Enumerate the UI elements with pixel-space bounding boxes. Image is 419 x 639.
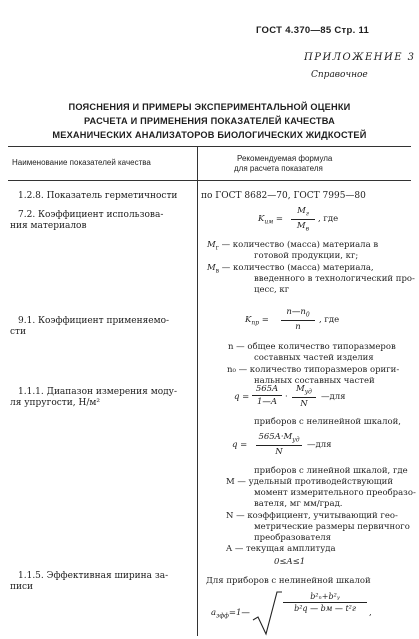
row4-definition-3: A — текущая амплитуда bbox=[226, 544, 336, 554]
row4-definition-1-cont: момент измерительного преобразо- bbox=[254, 488, 416, 498]
row4-note-nonlinear: приборов с нелинейной шкалой, bbox=[254, 417, 401, 427]
row2-definition-1: $M_г$ — количество (масса) материала в bbox=[207, 240, 379, 252]
row4-name-2: ля упругости, Н/м² bbox=[10, 398, 100, 408]
column-header-formula-1: Рекомендуемая формула bbox=[237, 154, 333, 163]
row2-definition-2-cont: введенного в технологический про- bbox=[254, 274, 415, 284]
row4-name-1: 1.1.1. Диапазон измерения моду- bbox=[18, 387, 178, 397]
row3-definition-1-cont: составных частей изделия bbox=[254, 353, 374, 363]
row3-formula: $K_{пр}$ = $n—n_0$ n , где bbox=[245, 307, 340, 332]
row4-definition-2-cont2: преобразователя bbox=[254, 533, 331, 543]
row4-definition-2-cont: метрические размеры первичного bbox=[254, 522, 410, 532]
row1-formula: по ГОСТ 8682—70, ГОСТ 7995—80 bbox=[201, 191, 366, 201]
row3-definition-1: n — общее количество типоразмеров bbox=[228, 342, 396, 352]
row5-name-1: 1.1.5. Эффективная ширина за- bbox=[18, 571, 169, 581]
row3-name-1: 9.1. Коэффициент применяемо- bbox=[18, 316, 170, 326]
row3-name-2: сти bbox=[10, 327, 27, 337]
row4-formula-linear: q = $565A\cdot M_{уд}$ N —для bbox=[232, 432, 332, 457]
row3-definition-2: n₀ — количество типоразмеров ориги- bbox=[227, 365, 400, 375]
row5-note: Для приборов с нелинейной шкалой bbox=[206, 576, 371, 586]
row5-name-2: писи bbox=[10, 582, 34, 592]
title-line-2: РАСЧЕТА И ПРИМЕНЕНИЯ ПОКАЗАТЕЛЕЙ КАЧЕСТВА bbox=[84, 116, 335, 126]
table-top-rule bbox=[8, 146, 411, 147]
title-line-1: ПОЯСНЕНИЯ И ПРИМЕРЫ ЭКСПЕРИМЕНТАЛЬНОЙ ОЦЕНКИ bbox=[68, 102, 351, 112]
title-line-3: МЕХАНИЧЕСКИХ АНАЛИЗАТОРОВ БИОЛОГИЧЕСКИХ ЖИДКОСТЕЙ bbox=[52, 130, 367, 140]
row3-definition-2-cont: нальных составных частей bbox=[254, 376, 375, 386]
row1-name: 1.2.8. Показатель герметичности bbox=[18, 191, 178, 201]
row2-name-1: 7.2. Коэффициент использова- bbox=[18, 210, 164, 220]
row4-definition-1: M — удельный противодействующий bbox=[226, 477, 394, 487]
row4-definition-2: N — коэффициент, учитывающий гео- bbox=[226, 511, 398, 521]
column-header-name: Наименование показателей качества bbox=[12, 158, 151, 167]
page-header: ГОСТ 4.370—85 Стр. 11 bbox=[256, 25, 370, 36]
row5-formula: $a_{эфф}=1—$ b²ₙ+b²ᵧ b²q — bм — t²г , bbox=[211, 590, 411, 636]
table-header-rule bbox=[8, 180, 411, 181]
row2-formula: $K_{им}$ = $M_г$ $M_в$ , где bbox=[258, 206, 339, 233]
column-header-formula-2: для расчета показателя bbox=[234, 164, 323, 173]
row4-range: 0≤A≤1 bbox=[274, 557, 306, 567]
row4-definition-1-cont2: вателя, мг мм/град. bbox=[254, 499, 343, 509]
row4-note-linear: приборов с линейной шкалой, где bbox=[254, 466, 408, 476]
row2-definition-2: $M_в$ — количество (масса) материала, bbox=[207, 263, 374, 275]
appendix-note: Справочное bbox=[311, 70, 368, 80]
sqrt-radical bbox=[251, 590, 283, 636]
row4-formula-nonlinear: q = 565A 1—A · $M_{уд}$ N —для bbox=[234, 384, 346, 409]
row2-name-2: ния материалов bbox=[10, 221, 87, 231]
appendix-label: ПРИЛОЖЕНИЕ 3 bbox=[304, 52, 416, 63]
row2-definition-1-cont: готовой продукции, кг; bbox=[254, 251, 359, 261]
row2-definition-2-cont2: цесс, кг bbox=[254, 285, 290, 295]
table-column-divider bbox=[197, 146, 198, 636]
